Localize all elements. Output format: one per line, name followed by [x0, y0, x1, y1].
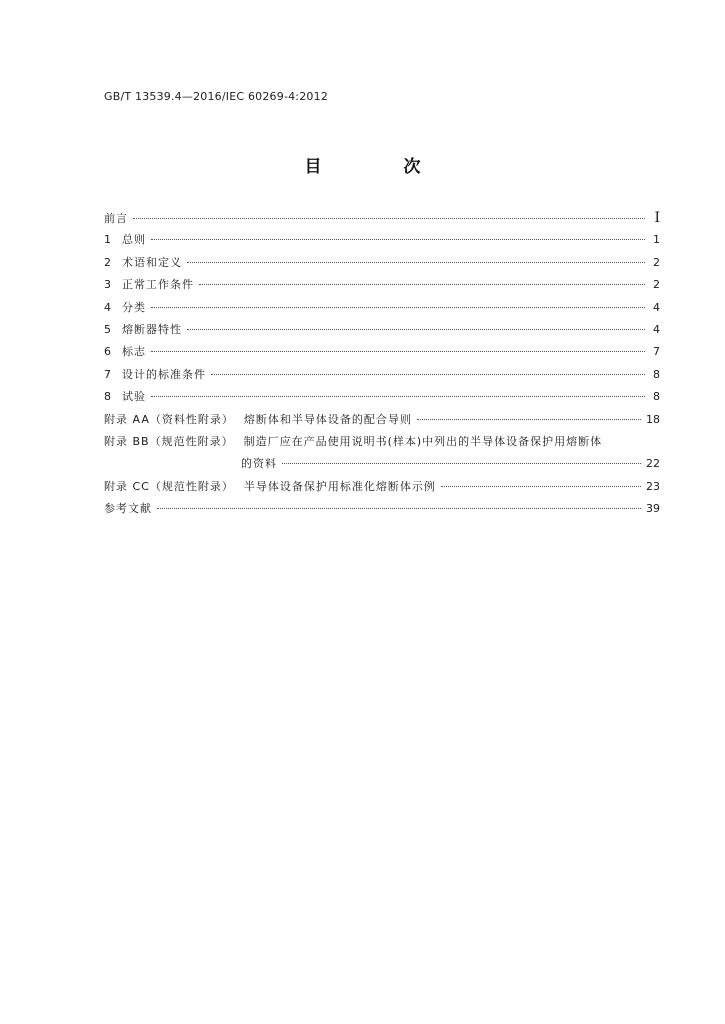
- toc-entry-number: 5: [104, 322, 111, 336]
- leader-dots: [151, 395, 645, 397]
- toc-entry-label: 试验: [122, 390, 146, 404]
- toc-entry-page: 4: [653, 300, 660, 314]
- leader-dots: [157, 507, 641, 509]
- toc-entry-label: 分类: [122, 300, 146, 314]
- toc-entry-label: 标志: [122, 345, 146, 359]
- toc-entry[interactable]: [104, 297, 660, 319]
- toc-entry-page: 2: [653, 278, 660, 292]
- toc-entry[interactable]: [104, 319, 660, 341]
- leader-dots: [187, 261, 645, 263]
- toc-entry-number: 3: [104, 278, 111, 292]
- toc-entry-number: 1: [104, 233, 111, 247]
- toc-entry-label: 设计的标准条件: [122, 367, 206, 381]
- toc-entry-number: 6: [104, 345, 111, 359]
- toc-entry-page: 2: [653, 255, 660, 269]
- toc-entry-page: 22: [646, 457, 660, 471]
- toc-entry-page: 4: [653, 322, 660, 336]
- toc-entry-foreword[interactable]: [104, 207, 660, 229]
- toc-entry-page: 18: [646, 412, 660, 426]
- toc-entry-label: 正常工作条件: [122, 278, 194, 292]
- leader-dots: [417, 418, 641, 420]
- leader-dots: [282, 462, 641, 464]
- toc-entry-label: 术语和定义: [122, 255, 182, 269]
- leader-dots: [151, 238, 645, 240]
- toc-entry-label: 总则: [122, 233, 146, 247]
- leader-dots: [187, 328, 645, 330]
- toc-entry-label: 前言: [104, 212, 128, 225]
- toc-entry-page: 1: [653, 233, 660, 247]
- toc-entry-label: 半导体设备保护用标准化熔断体示例: [243, 479, 436, 493]
- toc-entry-number: 8: [104, 390, 111, 404]
- toc-entry-label: 制造厂应在产品使用说明书(样本)中列出的半导体设备保护用熔断体: [243, 434, 603, 448]
- toc-entry-page: I: [654, 210, 660, 226]
- leader-dots: [199, 283, 645, 285]
- toc-entry-page: 8: [653, 390, 660, 404]
- toc-entry[interactable]: [104, 252, 660, 274]
- leader-dots: [441, 485, 641, 487]
- toc-annex-bb[interactable]: [104, 431, 660, 453]
- standard-number-header: GB/T 13539.4—2016/IEC 60269-4:2012: [104, 90, 329, 103]
- toc-entry-number: 2: [104, 255, 111, 269]
- toc-annex-aa[interactable]: [104, 409, 660, 431]
- table-of-contents: [104, 207, 660, 520]
- annex-prefix: 附录 AA（资料性附录）: [104, 412, 234, 426]
- page-title: 目 次: [304, 157, 459, 177]
- toc-entry-label: 熔断体和半导体设备的配合导则: [243, 412, 412, 426]
- toc-annex-bb-continuation[interactable]: [104, 453, 660, 475]
- toc-entry[interactable]: [104, 229, 660, 251]
- toc-entry-number: 4: [104, 300, 111, 314]
- leader-dots: [133, 217, 645, 219]
- leader-dots: [151, 306, 645, 308]
- toc-entry-page: 39: [646, 502, 660, 516]
- toc-entry-label: 的资料: [241, 457, 277, 471]
- toc-entry-label: 参考文献: [104, 502, 152, 516]
- toc-entry[interactable]: [104, 386, 660, 408]
- toc-entry-page: 8: [653, 367, 660, 381]
- leader-dots: [211, 373, 645, 375]
- leader-dots: [151, 350, 645, 352]
- annex-prefix: 附录 BB（规范性附录）: [104, 434, 234, 448]
- toc-entry-references[interactable]: [104, 498, 660, 520]
- toc-entry[interactable]: [104, 341, 660, 363]
- annex-prefix: 附录 CC（规范性附录）: [104, 479, 234, 493]
- toc-annex-cc[interactable]: [104, 476, 660, 498]
- toc-entry-page: 23: [646, 479, 660, 493]
- toc-entry[interactable]: [104, 364, 660, 386]
- toc-entry-number: 7: [104, 367, 111, 381]
- toc-entry[interactable]: [104, 274, 660, 296]
- toc-entry-page: 7: [653, 345, 660, 359]
- toc-entry-label: 熔断器特性: [122, 322, 182, 336]
